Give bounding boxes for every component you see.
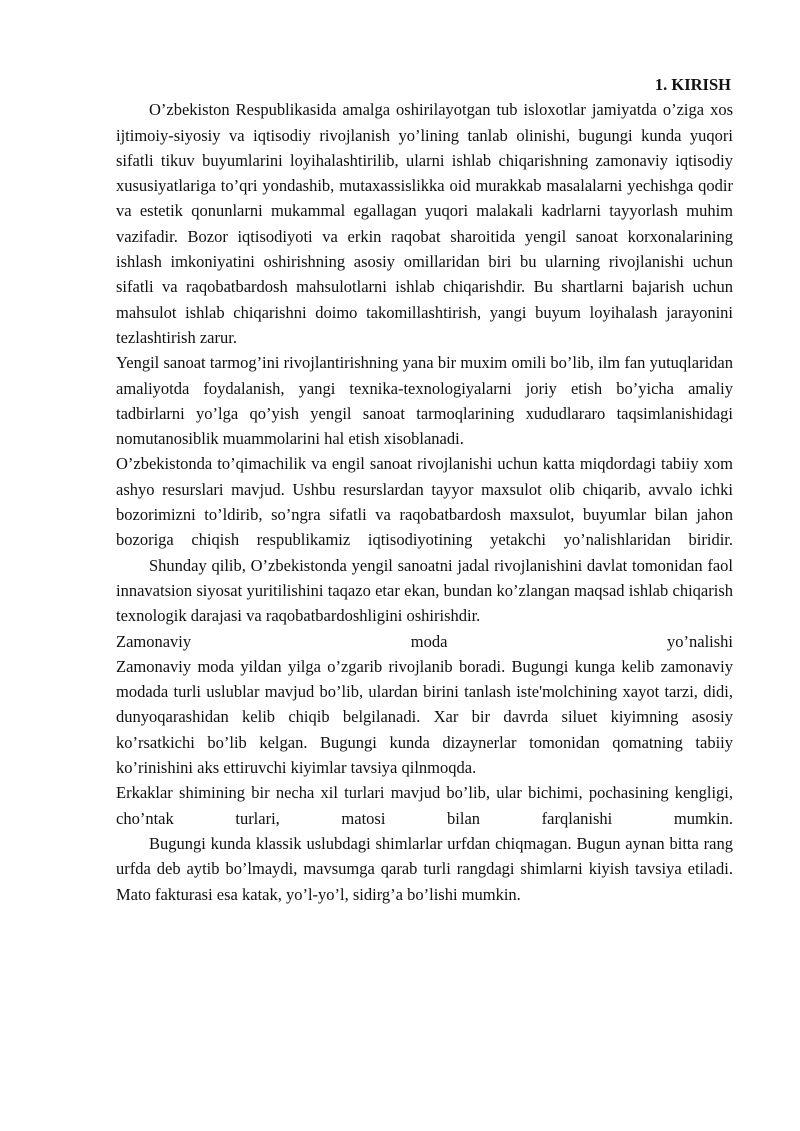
document-page	[116, 72, 733, 907]
paragraph-conclusion: Shunday qilib, O’zbekistonda yengil sanoatni jadal rivojlanishini davlat tomonidan faol innavatsion siyosat yuritilishini taqazo etar ekan, bundan ko’zlangan maqsad ishlab chiqarish texnologik darajasi va raqobatbardoshligini oshirishdir.	[116, 555, 733, 626]
paragraph-classic-style: Bugungi kunda klassik uslubdagi shimlarlar urfdan chiqmagan. Bugun aynan bitta rang urfda deb aytib bo’lmaydi, mavsumga qarab turli rangdagi shimlarni kiyish tavsiya etiladi. Mato fakturasi esa katak, yo’l-yo’l, sidirg’a bo’lishi mumkin.	[116, 833, 733, 904]
paragraph-light-industry: Yengil sanoat tarmog’ini rivojlantirishning yana bir muxim omili bo’lib, ilm fan yutuqlaridan amaliyotda foydalanish, yangi texnika-texnologiyalarni joriy etish bo’yicha amaliy tadbirlarni yo’lga qo’yish yengil sanoat tarmoqlarining xududlararo taqsimlanishidagi nomutanosiblik muammolarini hal etish xisoblanadi.	[116, 353, 733, 449]
subheading-modern-fashion: Zamonaviy moda yo’nalishi	[116, 631, 733, 651]
paragraph-modern-fashion: Zamonaviy moda yildan yilga o’zgarib rivojlanib boradi. Bugungi kunga kelib zamonaviy modada turli uslublar mavjud bo’lib, ulardan birini tanlash iste'molchining xayot tarzi, didi, dunyoqarashidan kelib chiqib belgilanadi. Xar bir davrda siluet kiyimning asosiy ko’rsatkichi bo’lib kelgan. Bugungi kunda dizaynerlar tomonidan qomatning tabiiy ko’rinishini aks ettiruvchi kiyimlar tavsiya qilnmoqda.	[116, 656, 733, 778]
paragraph-trouser-types: Erkaklar shimining bir necha xil turlari mavjud bo’lib, ular bichimi, pochasining kengligi, cho’ntak turlari, matosi bilan farqlanishi mumkin.	[116, 783, 733, 828]
section-heading: 1. KIRISH	[654, 75, 731, 94]
paragraph-raw-materials: O’zbekistonda to’qimachilik va engil sanoat rivojlanishi uchun katta miqdordagi tabiiy xom ashyo resurslari mavjud. Ushbu resurslardan tayyor maxsulot olib chiqarib, avvalo ichki bozorimizni to’ldirib, so’ngra sifatli va raqobatbardosh maxsulot, buyumlar bilan jahon bozoriga chiqish respublikamiz iqtisodiyotining yetakchi yo’nalishlaridan biridir.	[116, 454, 733, 550]
paragraph-intro: O’zbekiston Respublikasida amalga oshirilayotgan tub isloxotlar jamiyatda o’ziga xos ijtimoiy-siyosiy va iqtisodiy rivojlanish yo’lining tanlab olinishi, bugungi kunda yuqori sifatli tikuv buyumlarini loyihalashtirilib, ularni ishlab chiqarishning zamonaviy iqtisodiy xususiyatlariga to’qri yondashib, mutaxassislikka oid murakkab masalalarni yechishga qodir va estetik qonunlarni mukammal egallagan yuqori malakali kadrlarni tayyorlash muhim vazifadir. Bozor iqtisodiyoti va erkin raqobat sharoitida yengil sanoat korxonalarining ishlash imkoniyatini oshirishning asosiy omillaridan biri bu ularning rivojlanishi uchun sifatli va raqobatbardosh mahsulotlarni ishlab chiqarishdir. Bu shartlarni bajarish uchun mahsulot ishlab chiqarishni doimo takomillashtirish, yangi buyum loyihalash jarayonini tezlashtirish zarur.	[116, 100, 733, 347]
